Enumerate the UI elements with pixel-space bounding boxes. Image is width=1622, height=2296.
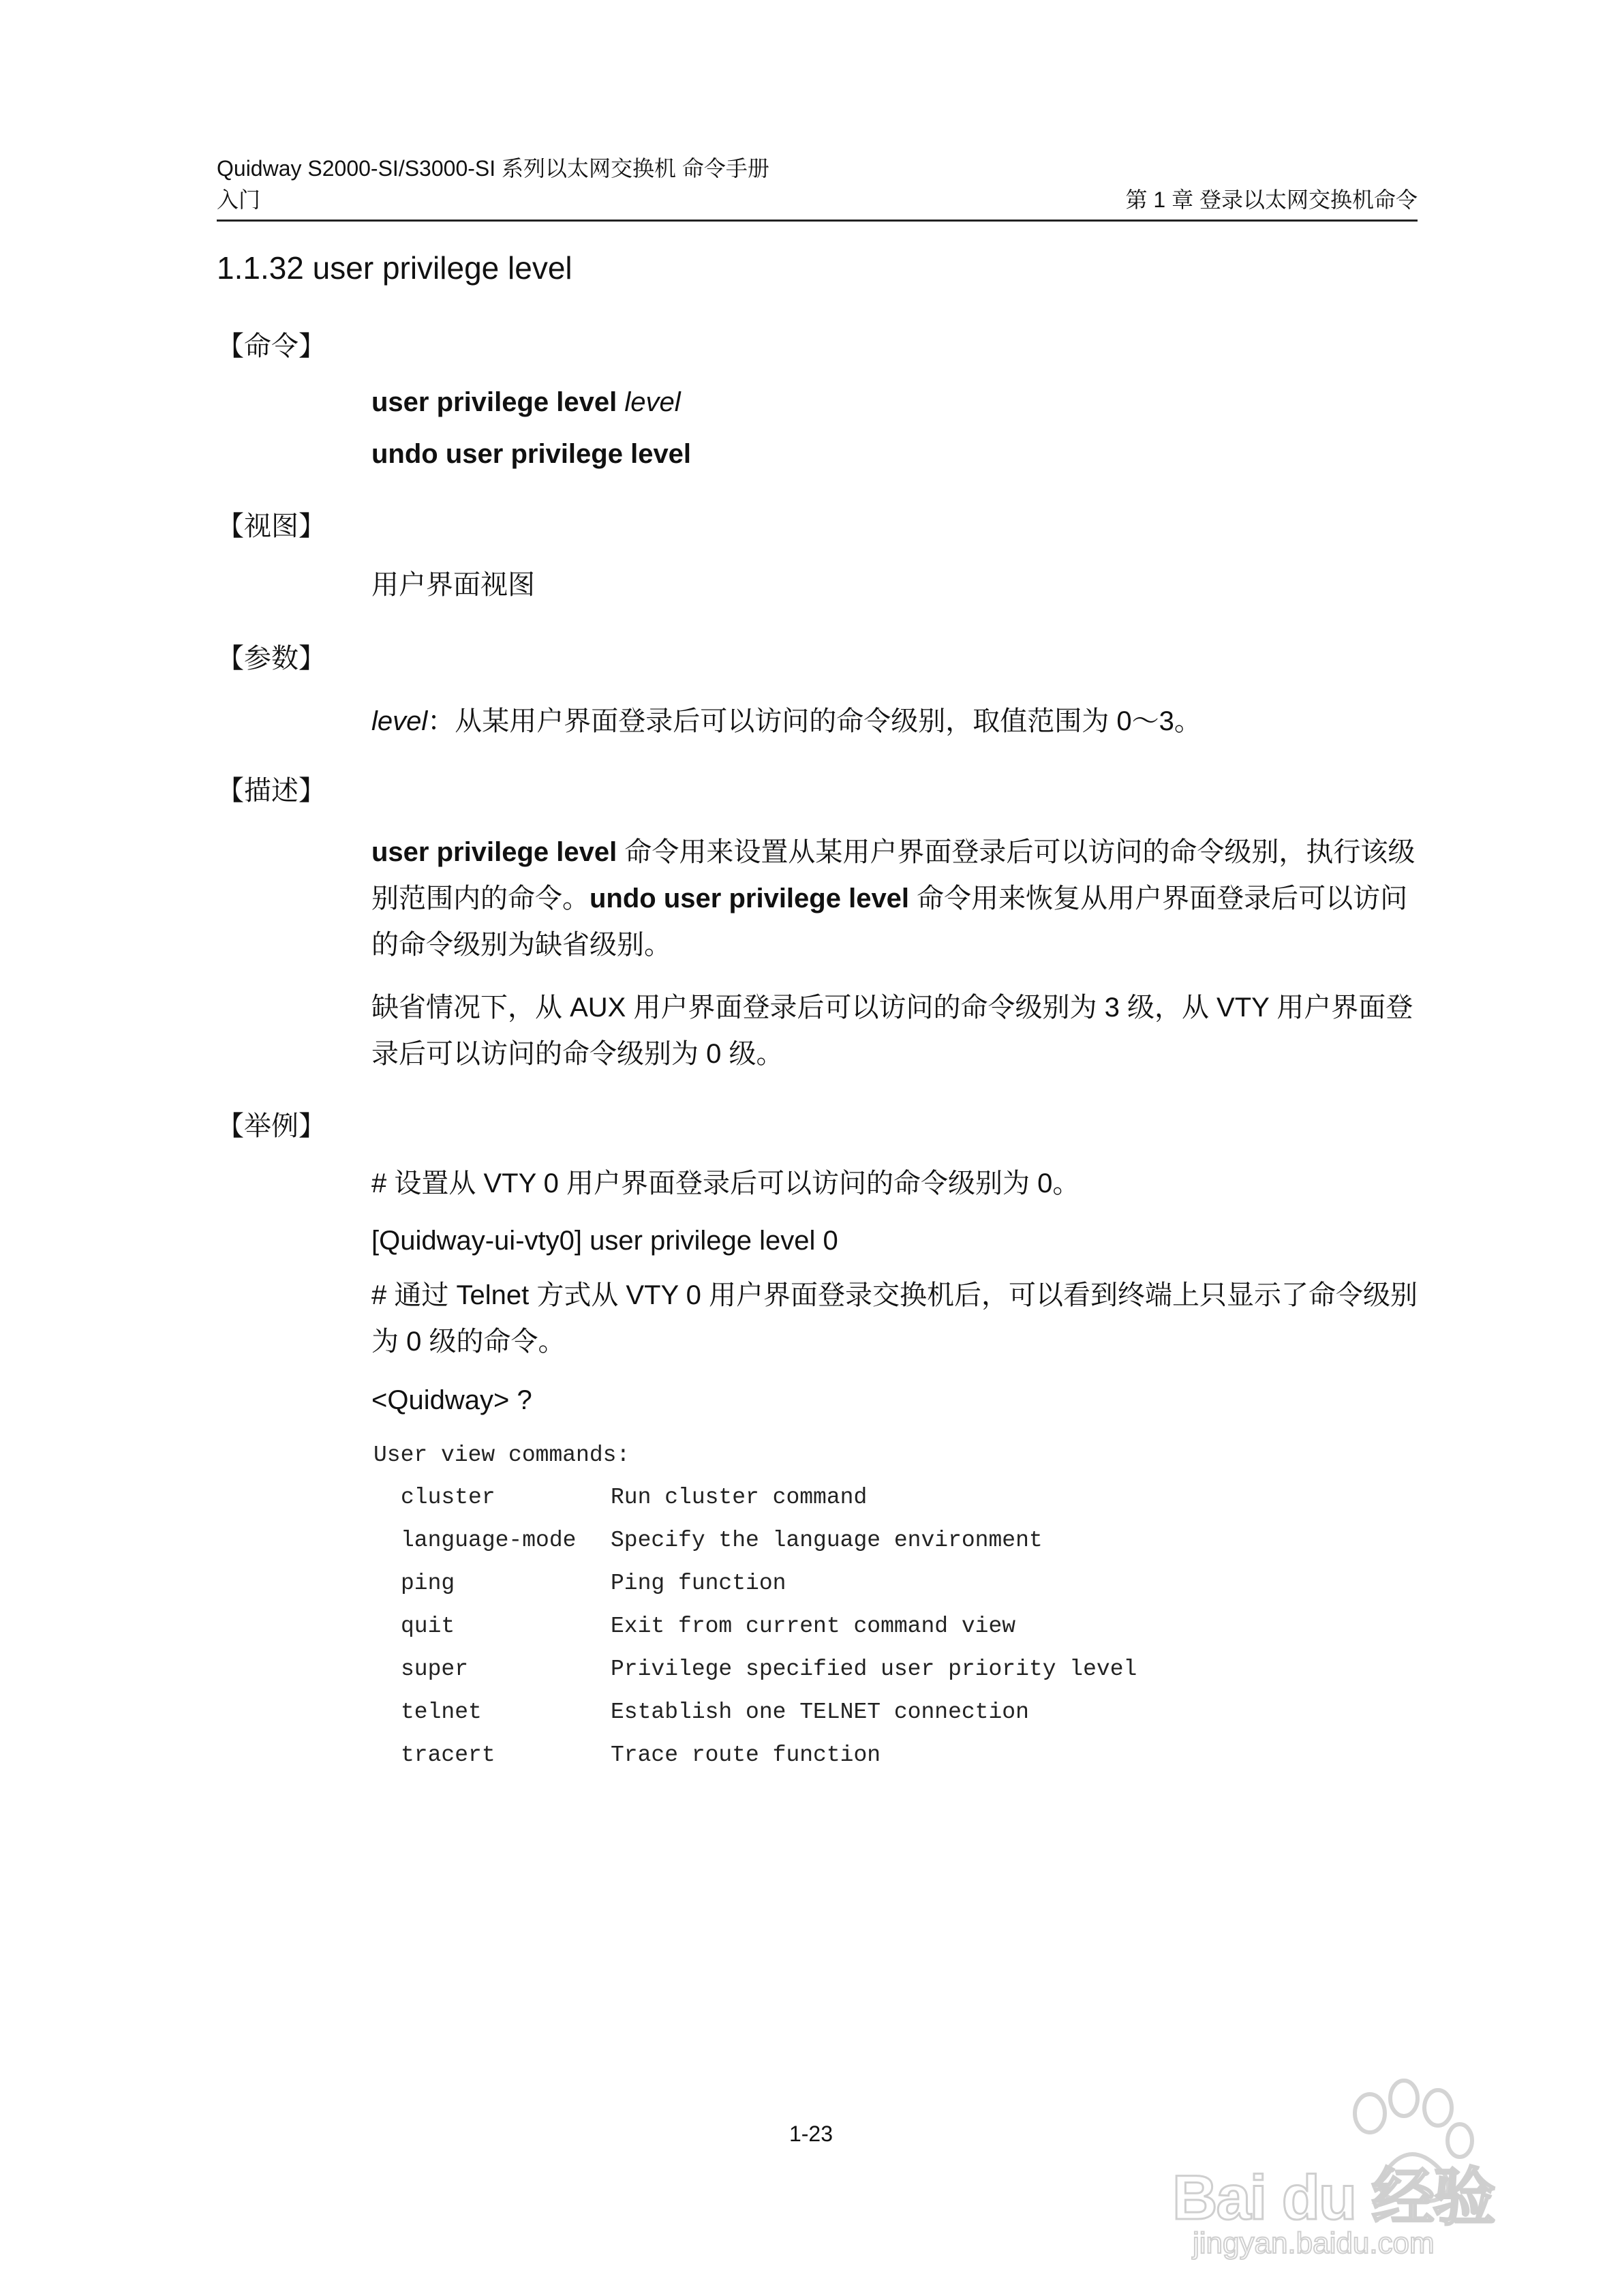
watermark-url: jingyan.baidu.com (1193, 2226, 1435, 2260)
param-name: level (371, 706, 428, 736)
desc-paragraph-1 (371, 829, 1424, 968)
example-comment-2: # 通过 Telnet 方式从 VTY 0 用户界面登录交换机后，可以看到终端上只显示了命令级别为 0 级的命令。 (371, 1280, 1418, 1357)
header-title: Quidway S2000-SI/S3000-SI 系列以太网交换机 命令手册 (217, 156, 769, 181)
watermark-brand: Bai du 经验 (1172, 2163, 1495, 2233)
example-command-1: [Quidway-ui-vty0] user privilege level 0 (371, 1226, 838, 1256)
output-title: User view commands: (373, 1442, 630, 1468)
section-heading: 1.1.32 user privilege level (217, 250, 572, 286)
desc-paragraph-2: 缺省情况下，从 AUX 用户界面登录后可以访问的命令级别为 3 级，从 VTY 用户界面登录后可以访问的命令级别为 0 级。 (371, 993, 1413, 1069)
command-row-desc: Establish one TELNET connection (611, 1700, 1029, 1725)
command-row-name: telnet (401, 1700, 482, 1725)
header-chapter: 第 1 章 登录以太网交换机命令 (1125, 187, 1418, 212)
header-divider (217, 220, 1418, 222)
command-row-desc: Ping function (611, 1571, 786, 1596)
label-example: 【举例】 (217, 1111, 326, 1141)
param-description: ：从某用户界面登录后可以访问的命令级别，取值范围为 0～3。 (427, 706, 1202, 736)
command-row-name: quit (401, 1614, 455, 1639)
command-row-desc: Specify the language environment (611, 1528, 1043, 1553)
command-syntax (371, 379, 1424, 425)
command-row-desc: Privilege specified user priority level (611, 1657, 1137, 1682)
command-row-name: ping (401, 1571, 455, 1596)
page-number: 1-23 (789, 2121, 833, 2146)
baidu-watermark (1145, 2066, 1527, 2270)
param-level (371, 698, 1424, 744)
desc-keyword-2: undo user privilege level (590, 883, 910, 913)
command-row-name: tracert (401, 1742, 495, 1768)
header-subtitle: 入门 (217, 187, 261, 212)
label-view: 【视图】 (217, 511, 326, 541)
view-text: 用户界面视图 (371, 570, 535, 600)
desc-keyword-1: user privilege level (371, 837, 617, 867)
command-syntax-param: level (624, 387, 681, 417)
command-row-desc: Exit from current command view (611, 1614, 1016, 1639)
desc-text-2: 命令用来恢复从用户界面登录后可以访问的命令级别为缺省级别。 (371, 883, 1408, 960)
example-command-2: <Quidway> ? (371, 1385, 532, 1415)
example-comment-1: # 设置从 VTY 0 用户界面登录后可以访问的命令级别为 0。 (371, 1168, 1080, 1198)
label-desc: 【描述】 (217, 776, 326, 806)
command-row-name: super (401, 1657, 469, 1682)
label-command: 【命令】 (217, 331, 326, 361)
label-params: 【参数】 (217, 644, 326, 674)
command-row-desc: Run cluster command (611, 1485, 868, 1510)
desc-text-1: 命令用来设置从某用户界面登录后可以访问的命令级别，执行该级别范围内的命令。 (371, 837, 1416, 913)
command-row-desc: Trace route function (611, 1742, 881, 1768)
command-row-name: language-mode (401, 1528, 577, 1553)
command-row-name: cluster (401, 1485, 495, 1510)
undo-command-syntax: undo user privilege level (371, 439, 692, 469)
command-syntax-keyword: user privilege level (371, 387, 617, 417)
